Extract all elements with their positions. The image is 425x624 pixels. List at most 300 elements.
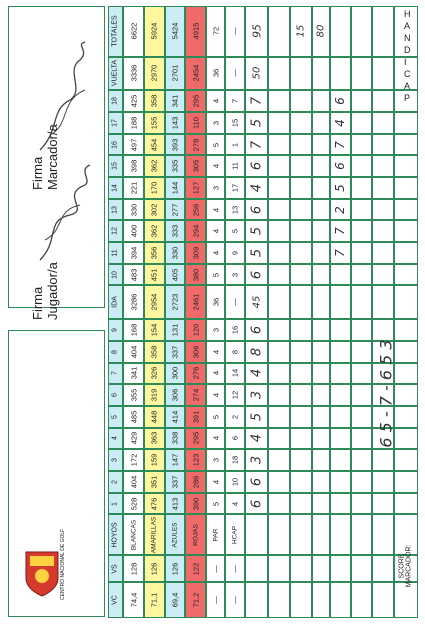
hand-cell-10-22	[312, 57, 330, 91]
row-rojas-col-4	[185, 471, 207, 493]
hand-marker-2	[330, 220, 350, 242]
hand-score-back-16-text: 7	[249, 140, 265, 149]
row-azules-col-12-text: 2723	[170, 294, 180, 311]
row-amarillas-col-19	[144, 134, 164, 156]
row-amarillas-name-text: AMARILLAS	[150, 516, 158, 554]
row-par-col-21	[206, 90, 224, 112]
row-hcap-col-10-text: 8	[230, 349, 240, 354]
hand-cell-9-8	[290, 384, 312, 406]
hand-cell-12-22	[351, 57, 373, 91]
row-blancas-name	[123, 514, 145, 555]
row-blancas-col-4	[123, 471, 145, 493]
row-azules-col-20	[165, 112, 185, 134]
totals-letters	[404, 8, 411, 104]
hand-cell-12-14	[351, 242, 373, 264]
hand-score-back-11-text: 5	[249, 248, 265, 258]
row-azules-col-9	[165, 363, 185, 385]
hand-cell-13-2	[372, 514, 394, 555]
row-blancas-vs-text: 128	[129, 562, 139, 575]
hand-cell-9-7	[290, 406, 312, 428]
hand-cell-11-6	[330, 428, 350, 450]
hand-cell-8-16	[268, 199, 290, 221]
row-amarillas-col-14	[144, 242, 164, 264]
row-rojas-col-7	[185, 406, 207, 428]
hand-marker-6	[330, 134, 350, 156]
row-par-col-4	[206, 471, 224, 493]
row-blancas-col-7	[123, 406, 145, 428]
hand-cell-9-20	[290, 112, 312, 134]
header-totales-text: TOTALES	[111, 15, 119, 47]
row-azules-col-21	[165, 90, 185, 112]
hand-extra2	[312, 6, 330, 57]
row-blancas-col-21-text: 425	[129, 94, 139, 108]
row-blancas-col-21	[123, 90, 145, 112]
row-amarillas-col-17-text: 170	[149, 181, 159, 195]
hand-cell-13-5	[372, 449, 394, 471]
row-amarillas-col-10	[144, 341, 164, 363]
hand-cell-8-18	[268, 155, 290, 177]
row-rojas-col-22-text: 2454	[191, 65, 201, 82]
row-hcap-name	[225, 514, 245, 555]
hand-marker-6-text: 7	[333, 140, 348, 149]
row-rojas-col-6-text: 295	[191, 432, 201, 445]
hand-cell-9-21	[290, 90, 312, 112]
row-hcap-col-3-text: 4	[230, 501, 240, 506]
hand-grand-total-text: 95	[250, 24, 264, 39]
row-par-col-13-text: 5	[211, 272, 221, 277]
hand-cell-11-12	[330, 285, 350, 319]
row-hcap-col-12-text: —	[230, 298, 240, 307]
hand-score-back-14	[245, 177, 269, 199]
score-marcador-value: 6 5 - 7 - 6 5 3	[377, 339, 397, 448]
header-12-text: 12	[111, 227, 119, 236]
hand-cell-14-20	[394, 112, 418, 134]
hand-marker-1-text: 7	[333, 249, 348, 257]
hand-cell-10-6	[312, 428, 330, 450]
header-totales	[108, 6, 123, 57]
hand-cell-10-18	[312, 155, 330, 177]
row-rojas-col-5	[185, 449, 207, 471]
hand-marker-7	[330, 112, 350, 134]
hand-cell-9-9	[290, 363, 312, 385]
row-amarillas-col-22	[144, 57, 164, 91]
row-azules-col-8-text: 306	[170, 388, 180, 402]
row-hcap-col-4-text: 10	[230, 477, 240, 487]
hand-cell-12-17	[351, 177, 373, 199]
hand-cell-9-6	[290, 428, 312, 450]
header-vuelta	[108, 57, 123, 91]
hand-score-front-1-text: 6	[249, 499, 265, 508]
hand-cell-14-5	[394, 449, 418, 471]
hand-cell-9-2	[290, 514, 312, 555]
row-azules-col-18-text: 335	[170, 159, 180, 173]
row-hcap-col-19-text: 1	[230, 142, 240, 147]
hand-cell-14-3	[394, 493, 418, 515]
row-par-col-5-text: 3	[211, 458, 221, 463]
row-azules-col-23-text: 5424	[170, 22, 180, 40]
hand-cell-10-17	[312, 177, 330, 199]
row-amarillas-col-4	[144, 471, 164, 493]
hand-cell-12-2	[351, 514, 373, 555]
row-amarillas-col-15	[144, 220, 164, 242]
hand-cell-9-1	[290, 555, 312, 582]
hand-cell-14-15	[394, 220, 418, 242]
row-rojas-col-23-text: 4915	[191, 22, 201, 40]
row-amarillas-col-8	[144, 384, 164, 406]
row-azules-vc	[165, 582, 185, 618]
row-hcap-col-15	[225, 220, 245, 242]
row-azules-col-21-text: 341	[170, 94, 180, 108]
row-rojas-col-8-text: 274	[191, 388, 201, 402]
row-blancas-col-16	[123, 199, 145, 221]
hand-cell-11-3	[330, 493, 350, 515]
row-rojas-col-18-text: 305	[191, 159, 201, 173]
row-azules-col-20-text: 143	[170, 116, 180, 130]
hand-cell-11-23	[330, 6, 350, 57]
row-amarillas-col-20-text: 155	[149, 116, 159, 130]
row-hcap-col-7-text: 2	[230, 414, 240, 419]
row-par-col-3-text: 5	[211, 501, 221, 506]
row-par-col-6-text: 4	[211, 436, 221, 441]
row-blancas-col-23-text: 6622	[129, 22, 139, 40]
hand-cell-8-19	[268, 134, 290, 156]
row-rojas-col-12-text: 2461	[191, 294, 201, 311]
header-3	[108, 449, 123, 471]
hand-cell-10-9	[312, 363, 330, 385]
hand-cell-13-23	[372, 6, 394, 57]
row-hcap-col-5	[225, 449, 245, 471]
row-rojas-col-10-text: 306	[191, 345, 201, 358]
hand-cell-7-0	[245, 582, 269, 618]
row-blancas-col-11-text: 168	[129, 323, 139, 337]
hand-score-front-3-text: 3	[249, 456, 265, 465]
hand-cell-12-11	[351, 319, 373, 341]
row-blancas-col-12-text: 3286	[129, 294, 139, 311]
marker-signature-scribble	[30, 40, 100, 160]
row-hcap-col-19	[225, 134, 245, 156]
row-blancas-col-9	[123, 363, 145, 385]
row-hcap-col-23	[225, 6, 245, 57]
row-rojas-col-16	[185, 199, 207, 221]
hand-cell-11-1	[330, 555, 350, 582]
hand-cell-8-6	[268, 428, 290, 450]
row-amarillas-col-5	[144, 449, 164, 471]
row-par-col-16	[206, 199, 224, 221]
hand-cell-7-2	[245, 514, 269, 555]
row-par-col-10-text: 4	[211, 349, 221, 354]
hand-cell-10-15	[312, 220, 330, 242]
row-blancas-vc	[123, 582, 145, 618]
hand-marker-2-text: 7	[333, 227, 348, 236]
row-par-col-9-text: 4	[211, 371, 221, 376]
header-6	[108, 384, 123, 406]
hand-cell-12-0	[351, 582, 373, 618]
row-hcap-vc-text: —	[230, 596, 240, 604]
hand-score-back-10-text: 6	[249, 270, 265, 279]
row-amarillas-col-9-text: 326	[149, 367, 159, 380]
row-azules-col-4-text: 337	[170, 475, 180, 489]
hand-cell-14-19	[394, 134, 418, 156]
hand-cell-12-21	[351, 90, 373, 112]
header-6-text: 6	[111, 393, 119, 398]
row-hcap-vs-text: —	[230, 564, 240, 573]
hand-cell-14-7	[394, 406, 418, 428]
hand-cell-12-1	[351, 555, 373, 582]
row-par-col-13	[206, 264, 224, 286]
row-amarillas-col-13-text: 451	[149, 268, 159, 281]
row-hcap-col-13-text: 3	[230, 272, 240, 277]
hand-cell-13-14	[372, 242, 394, 264]
hand-score-back-15	[245, 155, 269, 177]
row-amarillas-col-23	[144, 6, 164, 57]
header-16	[108, 134, 123, 156]
row-amarillas-col-8-text: 319	[149, 388, 159, 402]
hand-cell-8-7	[268, 406, 290, 428]
hand-cell-9-0	[290, 582, 312, 618]
row-blancas-col-10-text: 404	[129, 345, 139, 358]
row-rojas-vs-text: 122	[191, 562, 201, 575]
hand-cell-9-15	[290, 220, 312, 242]
hand-score-back-18-text: 7	[249, 97, 265, 106]
hand-cell-10-4	[312, 471, 330, 493]
row-amarillas-col-19-text: 454	[149, 138, 159, 151]
row-par-col-17	[206, 177, 224, 199]
row-hcap-col-6-text: 6	[230, 436, 240, 441]
row-azules-name	[165, 514, 185, 555]
hand-cell-10-5	[312, 449, 330, 471]
hand-cell-11-5	[330, 449, 350, 471]
hand-score-back-17	[245, 112, 269, 134]
row-amarillas-col-11	[144, 319, 164, 341]
hand-cell-9-17	[290, 177, 312, 199]
row-amarillas-col-3-text: 476	[149, 497, 159, 510]
row-blancas-col-17-text: 221	[129, 181, 139, 195]
row-par-col-22-text: 36	[211, 69, 221, 78]
hand-cell-12-13	[351, 264, 373, 286]
header-vuelta-text: VUELTA	[111, 60, 119, 87]
row-hcap-col-16	[225, 199, 245, 221]
hand-cell-9-13	[290, 264, 312, 286]
header-vc-text: VC	[111, 595, 119, 605]
hand-cell-14-18	[394, 155, 418, 177]
row-amarillas-col-20	[144, 112, 164, 134]
hand-cell-10-8	[312, 384, 330, 406]
header-8-text: 8	[111, 349, 119, 354]
row-rojas-vs	[185, 555, 207, 582]
row-hcap-col-22	[225, 57, 245, 91]
hand-cell-9-4	[290, 471, 312, 493]
header-14-text: 14	[111, 183, 119, 192]
hand-cell-10-0	[312, 582, 330, 618]
row-amarillas-col-16-text: 302	[149, 203, 159, 216]
hand-cell-10-3	[312, 493, 330, 515]
row-amarillas-col-5-text: 159	[149, 453, 159, 467]
row-azules-col-5	[165, 449, 185, 471]
row-amarillas-col-21	[144, 90, 164, 112]
hand-cell-8-3	[268, 493, 290, 515]
hand-cell-8-10	[268, 341, 290, 363]
hand-cell-12-12	[351, 285, 373, 319]
hand-score-front-5-text: 5	[249, 412, 265, 421]
row-hcap-col-20-text: 15	[230, 118, 240, 128]
row-hcap-col-21-text: 7	[230, 99, 240, 104]
hand-cell-8-1	[268, 555, 290, 582]
hand-cell-9-19	[290, 134, 312, 156]
row-azules-vc-text: 69,4	[170, 592, 180, 608]
row-blancas-vc-text: 74,4	[129, 592, 139, 608]
hand-cell-10-14	[312, 242, 330, 264]
hand-cell-13-15	[372, 220, 394, 242]
header-10	[108, 264, 123, 286]
hand-cell-14-16	[394, 199, 418, 221]
hand-score-back-17-text: 5	[249, 118, 265, 127]
hand-cell-8-23	[268, 6, 290, 57]
row-rojas-col-11	[185, 319, 207, 341]
hand-cell-9-18	[290, 155, 312, 177]
hand-cell-10-20	[312, 112, 330, 134]
row-amarillas-col-10-text: 358	[149, 345, 159, 358]
header-18-text: 18	[111, 97, 119, 106]
hand-extra2-text: 80	[315, 24, 327, 38]
hand-score-back-12-text: 5	[249, 227, 265, 236]
hand-cell-10-16	[312, 199, 330, 221]
row-blancas-col-20	[123, 112, 145, 134]
header-9	[108, 319, 123, 341]
hand-cell-13-12	[372, 285, 394, 319]
hand-score-front-9	[245, 319, 269, 341]
row-rojas-vc	[185, 582, 207, 618]
row-azules-col-3	[165, 493, 185, 515]
hand-cell-13-11	[372, 319, 394, 341]
totals-letter-c: C	[404, 69, 411, 79]
row-rojas-col-8	[185, 384, 207, 406]
row-rojas-col-15	[185, 220, 207, 242]
hand-cell-9-12	[290, 285, 312, 319]
hand-marker-3	[330, 199, 350, 221]
row-par-col-5	[206, 449, 224, 471]
header-17	[108, 112, 123, 134]
hand-score-front-2-text: 6	[249, 477, 265, 486]
hand-cell-10-11	[312, 319, 330, 341]
header-14	[108, 177, 123, 199]
row-rojas-col-12	[185, 285, 207, 319]
hand-score-front-2	[245, 471, 269, 493]
row-amarillas-col-21-text: 358	[149, 94, 159, 108]
row-blancas-col-9-text: 341	[129, 367, 139, 380]
row-par-vc-text: —	[211, 596, 221, 604]
row-azules-col-23	[165, 6, 185, 57]
row-azules-col-17-text: 144	[170, 181, 180, 195]
row-amarillas-col-23-text: 5924	[149, 22, 159, 40]
header-8	[108, 341, 123, 363]
hand-score-back-12	[245, 220, 269, 242]
row-hcap-col-13	[225, 264, 245, 286]
row-par-col-3	[206, 493, 224, 515]
row-rojas-col-10	[185, 341, 207, 363]
row-amarillas-col-11-text: 154	[149, 323, 159, 337]
row-hcap-col-8-text: 12	[230, 390, 240, 400]
row-azules-col-19-text: 393	[170, 138, 180, 151]
hand-marker-4-text: 5	[333, 184, 348, 192]
hand-cell-12-3	[351, 493, 373, 515]
row-amarillas-col-7-text: 448	[149, 410, 159, 424]
row-par-col-17-text: 3	[211, 185, 221, 190]
hand-cell-14-4	[394, 471, 418, 493]
row-par-col-6	[206, 428, 224, 450]
hand-score-back-14-text: 4	[249, 183, 265, 193]
hand-extra	[290, 6, 312, 57]
row-par-col-4-text: 4	[211, 479, 221, 484]
row-hcap-col-16-text: 13	[230, 205, 240, 214]
hand-cell-13-19	[372, 134, 394, 156]
row-amarillas-col-17	[144, 177, 164, 199]
hand-cell-12-6	[351, 428, 373, 450]
row-rojas-col-5-text: 123	[191, 453, 201, 467]
hand-cell-11-9	[330, 363, 350, 385]
row-azules-col-5-text: 147	[170, 453, 180, 467]
hand-cell-8-14	[268, 242, 290, 264]
header-1-text: 1	[111, 501, 119, 506]
club-logo	[20, 548, 64, 600]
hand-cell-12-8	[351, 384, 373, 406]
row-blancas-col-22-text: 3336	[129, 65, 139, 82]
row-amarillas-col-6-text: 363	[149, 432, 159, 445]
hand-cell-8-2	[268, 514, 290, 555]
header-4	[108, 428, 123, 450]
hand-cell-10-21	[312, 90, 330, 112]
row-hcap-col-12	[225, 285, 245, 319]
row-blancas-col-13-text: 483	[129, 268, 139, 281]
row-hcap-col-22-text: —	[230, 69, 240, 78]
hand-score-front-6-text: 3	[249, 390, 265, 400]
hand-cell-9-14	[290, 242, 312, 264]
row-blancas-col-14	[123, 242, 145, 264]
row-rojas-col-14	[185, 242, 207, 264]
row-blancas-col-11	[123, 319, 145, 341]
header-4-text: 4	[111, 436, 119, 441]
hand-score-front-9-text: 6	[249, 325, 265, 335]
row-hcap-col-11-text: 16	[230, 325, 240, 335]
hand-score-back-18	[245, 90, 269, 112]
row-rojas-col-7-text: 391	[191, 410, 201, 424]
hand-cell-10-13	[312, 264, 330, 286]
hand-cell-8-8	[268, 384, 290, 406]
row-rojas-col-4-text: 286	[191, 475, 201, 489]
row-azules-col-7-text: 414	[170, 410, 180, 424]
row-rojas-col-18	[185, 155, 207, 177]
totals-letter-p: P	[404, 93, 411, 103]
hand-cell-9-10	[290, 341, 312, 363]
hand-cell-8-15	[268, 220, 290, 242]
row-amarillas-col-12	[144, 285, 164, 319]
hand-cell-14-10	[394, 341, 418, 363]
row-par-col-14	[206, 242, 224, 264]
hand-cell-12-18	[351, 155, 373, 177]
row-rojas-col-19-text: 278	[191, 138, 201, 151]
row-blancas-col-3-text: 528	[129, 497, 139, 510]
hand-cell-11-22	[330, 57, 350, 91]
hand-front-total-text: 45	[251, 295, 263, 309]
row-azules-vs-text: 126	[170, 562, 180, 575]
row-blancas-col-6-text: 429	[129, 432, 139, 445]
row-blancas-col-14-text: 394	[129, 246, 139, 260]
hand-cell-8-12	[268, 285, 290, 319]
hand-cell-12-5	[351, 449, 373, 471]
row-hcap-col-8	[225, 384, 245, 406]
hand-marker-8	[330, 90, 350, 112]
row-rojas-col-9-text: 276	[191, 367, 201, 380]
hand-cell-12-7	[351, 406, 373, 428]
